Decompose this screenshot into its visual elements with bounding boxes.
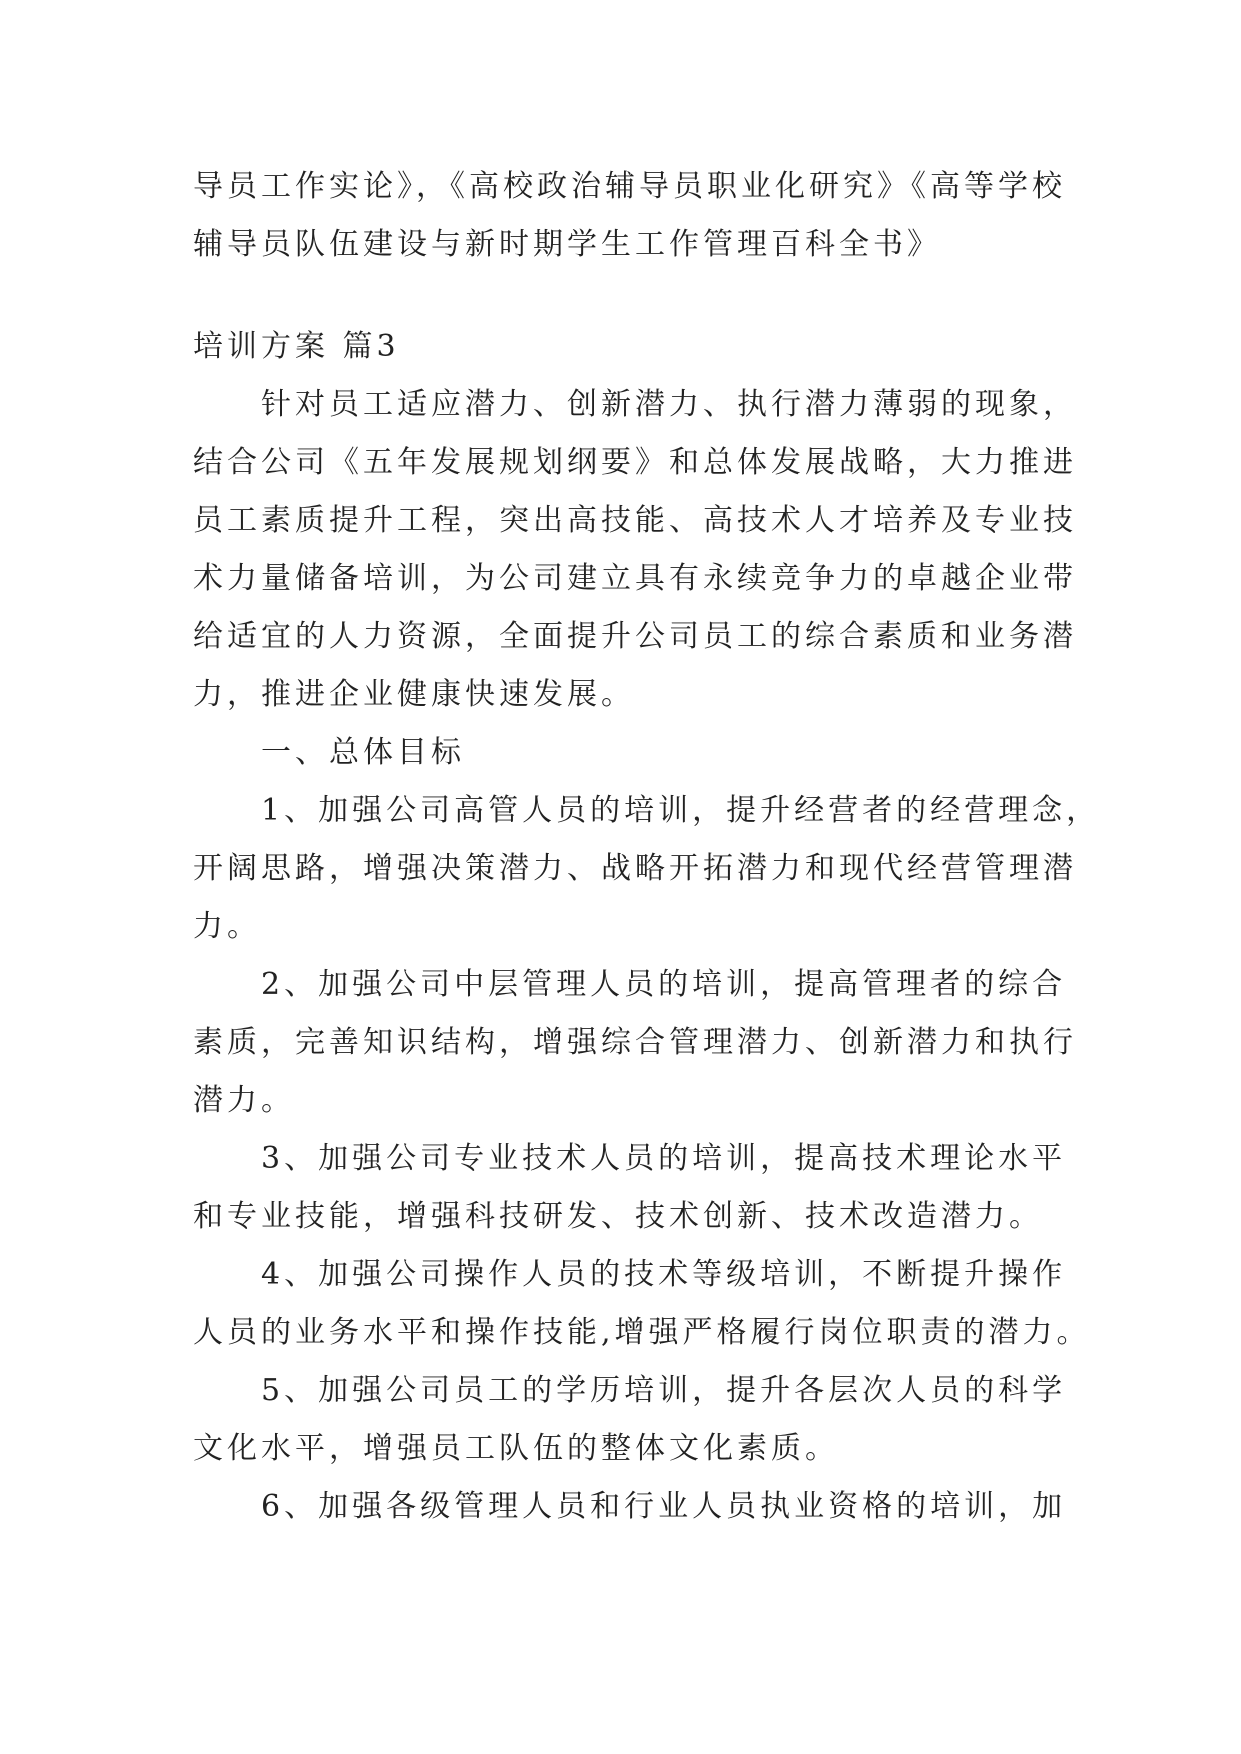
goal-item-5 [193,1362,1067,1478]
text-line: 导员工作实论》，《高校政治辅导员职业化研究》《高等学校 [193,169,1066,204]
spacer [193,274,1053,318]
document-body [193,158,1101,1536]
text-line: 员工素质提升工程，突出高技能、高技术人才培养及专业技 [193,503,1077,538]
text-line: 5、加强公司员工的学历培训，提升各层次人员的科学 [261,1373,1067,1408]
text-line: 针对员工适应潜力、创新潜力、执行潜力薄弱的现象， [261,387,1077,422]
goal-item-2 [193,956,1077,1130]
text-line: 人员的业务水平和操作技能,增强严格履行岗位职责的潜力。 [193,1315,1091,1350]
text-line: 2、加强公司中层管理人员的培训，提高管理者的综合 [261,967,1067,1002]
text-line: 和专业技能，增强科技研发、技术创新、技术改造潜力。 [193,1199,1043,1234]
goal-item-4 [193,1246,1091,1362]
text-line: 术力量储备培训，为公司建立具有永续竞争力的卓越企业带 [193,561,1077,596]
text-line: 3、加强公司专业技术人员的培训，提高技术理论水平 [261,1141,1067,1176]
goal-item-3 [193,1130,1067,1246]
goal-item-1 [193,782,1101,956]
section-heading: 培训方案 篇3 [193,329,400,364]
text-line: 给适宜的人力资源，全面提升公司员工的综合素质和业务潜 [193,619,1077,654]
subsection-title: 一、总体目标 [261,735,465,770]
top-paragraph [193,158,1066,274]
text-line: 辅导员队伍建设与新时期学生工作管理百科全书》 [193,227,941,262]
text-line: 素质，完善知识结构，增强综合管理潜力、创新潜力和执行 [193,1025,1077,1060]
text-line: 力。 [193,909,261,944]
goal-item-6 [193,1478,1067,1536]
text-line: 潜力。 [193,1083,295,1118]
text-line: 1、加强公司高管人员的培训，提升经营者的经营理念， [261,793,1101,828]
text-line: 6、加强各级管理人员和行业人员执业资格的培训，加 [261,1489,1067,1524]
text-line: 开阔思路，增强决策潜力、战略开拓潜力和现代经营管理潜 [193,851,1077,886]
text-line: 力，推进企业健康快速发展。 [193,677,635,712]
text-line: 4、加强公司操作人员的技术等级培训，不断提升操作 [261,1257,1067,1292]
intro-paragraph [193,376,1077,724]
text-line: 结合公司《五年发展规划纲要》和总体发展战略，大力推进 [193,445,1077,480]
text-line: 文化水平，增强员工队伍的整体文化素质。 [193,1431,839,1466]
